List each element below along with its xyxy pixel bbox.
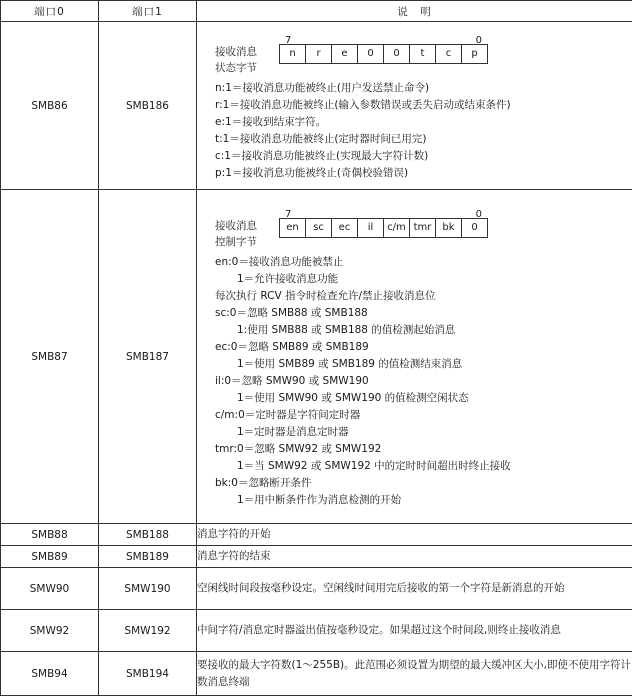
- bit-cell: r: [306, 45, 332, 63]
- table-row-smb86: [1, 22, 632, 190]
- port1-cell: SMB188: [99, 524, 197, 546]
- bit-msb-number: 7: [285, 34, 292, 46]
- desc-line: 1＝允许接收消息功能: [237, 273, 339, 285]
- table-row-smb88: [1, 524, 632, 546]
- table-row-smb94: [1, 652, 632, 696]
- desc-line: t:1＝接收消息功能被终止(定时器时间已用完): [215, 132, 427, 145]
- desc-line: c:1＝接收消息功能被终止(实现最大字符计数): [215, 149, 429, 162]
- description-cell: 消息字符的开始: [197, 524, 632, 546]
- bit-msb-number: 7: [285, 209, 292, 220]
- port1-cell: SMW190: [99, 568, 197, 610]
- bit-cell: e: [332, 45, 358, 63]
- desc-line: 1＝当 SMW92 或 SMW192 中的定时时间超出时终止接收: [237, 460, 511, 472]
- desc-line: en:0＝接收消息功能被禁止: [215, 256, 344, 268]
- table-row-smw90: [1, 568, 632, 610]
- port1-cell: SMB187: [99, 190, 197, 524]
- desc-line: tmr:0＝忽略 SMW92 或 SMW192: [215, 443, 382, 455]
- bit-cell: t: [410, 45, 436, 63]
- table-row-smb87: [1, 190, 632, 524]
- bit-cell: tmr: [410, 219, 436, 237]
- desc-line: e:1＝接收到结束字符。: [215, 115, 327, 128]
- bit-cell: c/m: [384, 219, 410, 237]
- header-description: 说 明: [197, 1, 632, 22]
- port1-cell: SMW192: [99, 610, 197, 652]
- desc-line: c/m:0＝定时器是字符间定时器: [215, 409, 361, 421]
- bit-field: [279, 32, 488, 64]
- byte-label-line1: 接收消息: [215, 45, 257, 58]
- byte-label: [215, 206, 279, 250]
- desc-line: il:0＝忽略 SMW90 或 SMW190: [215, 375, 369, 387]
- desc-line: bk:0＝忽略断开条件: [215, 477, 312, 489]
- port1-cell: SMB194: [99, 652, 197, 696]
- port0-cell: SMW92: [1, 610, 99, 652]
- port0-cell: SMW90: [1, 568, 99, 610]
- bit-cell: il: [358, 219, 384, 237]
- bit-lsb-number: 0: [475, 209, 482, 220]
- desc-line: 1＝使用 SMB89 或 SMB189 的值检测结束消息: [237, 358, 463, 370]
- bit-field: [279, 206, 488, 238]
- bit-cell: n: [280, 45, 306, 63]
- desc-line: 1:使用 SMB88 或 SMB188 的值检测起始消息: [237, 324, 456, 336]
- bit-cell: sc: [306, 219, 332, 237]
- bit-cell: ec: [332, 219, 358, 237]
- port0-cell: SMB88: [1, 524, 99, 546]
- byte-label: [215, 32, 279, 76]
- desc-line: p:1＝接收消息功能被终止(奇偶校验错误): [215, 166, 409, 179]
- bit-cell: p: [471, 47, 478, 59]
- desc-line: 1＝用中断条件作为消息检测的开始: [237, 494, 402, 506]
- port1-cell: SMB186: [99, 22, 197, 190]
- desc-line: n:1＝接收消息功能被终止(用户发送禁止命令): [215, 81, 430, 94]
- description-cell: 要接收的最大字符数(1～255B)。此范围必须设置为期望的最大缓冲区大小,即使不使用字符计数消息终端: [197, 652, 632, 696]
- description-cell: 消息字符的结束: [197, 546, 632, 568]
- byte-label-line2: 控制字节: [215, 236, 257, 248]
- bit-cell: c: [436, 45, 462, 63]
- status-byte-diagram: [215, 32, 622, 76]
- control-byte-diagram: [215, 206, 622, 250]
- description-cell: 空闲线时间段按毫秒设定。空闲线时间用完后接收的第一个字符是新消息的开始: [197, 568, 632, 610]
- desc-line: 每次执行 RCV 指令时检查允许/禁止接收消息位: [215, 290, 436, 302]
- byte-label-line2: 状态字节: [215, 61, 257, 74]
- bit-lsb-number: 0: [475, 34, 482, 46]
- desc-line: ec:0＝忽略 SMB89 或 SMB189: [215, 341, 369, 353]
- port0-cell: SMB94: [1, 652, 99, 696]
- description-cell: [197, 190, 632, 524]
- byte-label-line1: 接收消息: [215, 220, 257, 232]
- bit-cell: bk: [436, 219, 462, 237]
- desc-line: 1＝定时器是消息定时器: [237, 426, 349, 438]
- table-row-smb89: [1, 546, 632, 568]
- table-row-smw92: [1, 610, 632, 652]
- port0-cell: SMB86: [1, 22, 99, 190]
- header-row: [1, 1, 632, 22]
- bit-cell: en: [280, 219, 306, 237]
- bit-cell: 0: [384, 45, 410, 63]
- header-port0: 端口0: [1, 1, 99, 22]
- desc-line: 1＝使用 SMW90 或 SMW190 的值检测空闲状态: [237, 392, 469, 404]
- description-cell: 中间字符/消息定时器溢出值按毫秒设定。如果超过这个时间段,则终止接收消息: [197, 610, 632, 652]
- port0-cell: SMB87: [1, 190, 99, 524]
- bit-cell: 0: [471, 222, 478, 233]
- bit-cell: 0: [358, 45, 384, 63]
- port0-cell: SMB89: [1, 546, 99, 568]
- desc-line: sc:0＝忽略 SMB88 或 SMB188: [215, 307, 368, 319]
- header-port1: 端口1: [99, 1, 197, 22]
- description-cell: [197, 22, 632, 190]
- port1-cell: SMB189: [99, 546, 197, 568]
- desc-line: r:1＝接收消息功能被终止(输入参数错误或丢失启动或结束条件): [215, 98, 511, 111]
